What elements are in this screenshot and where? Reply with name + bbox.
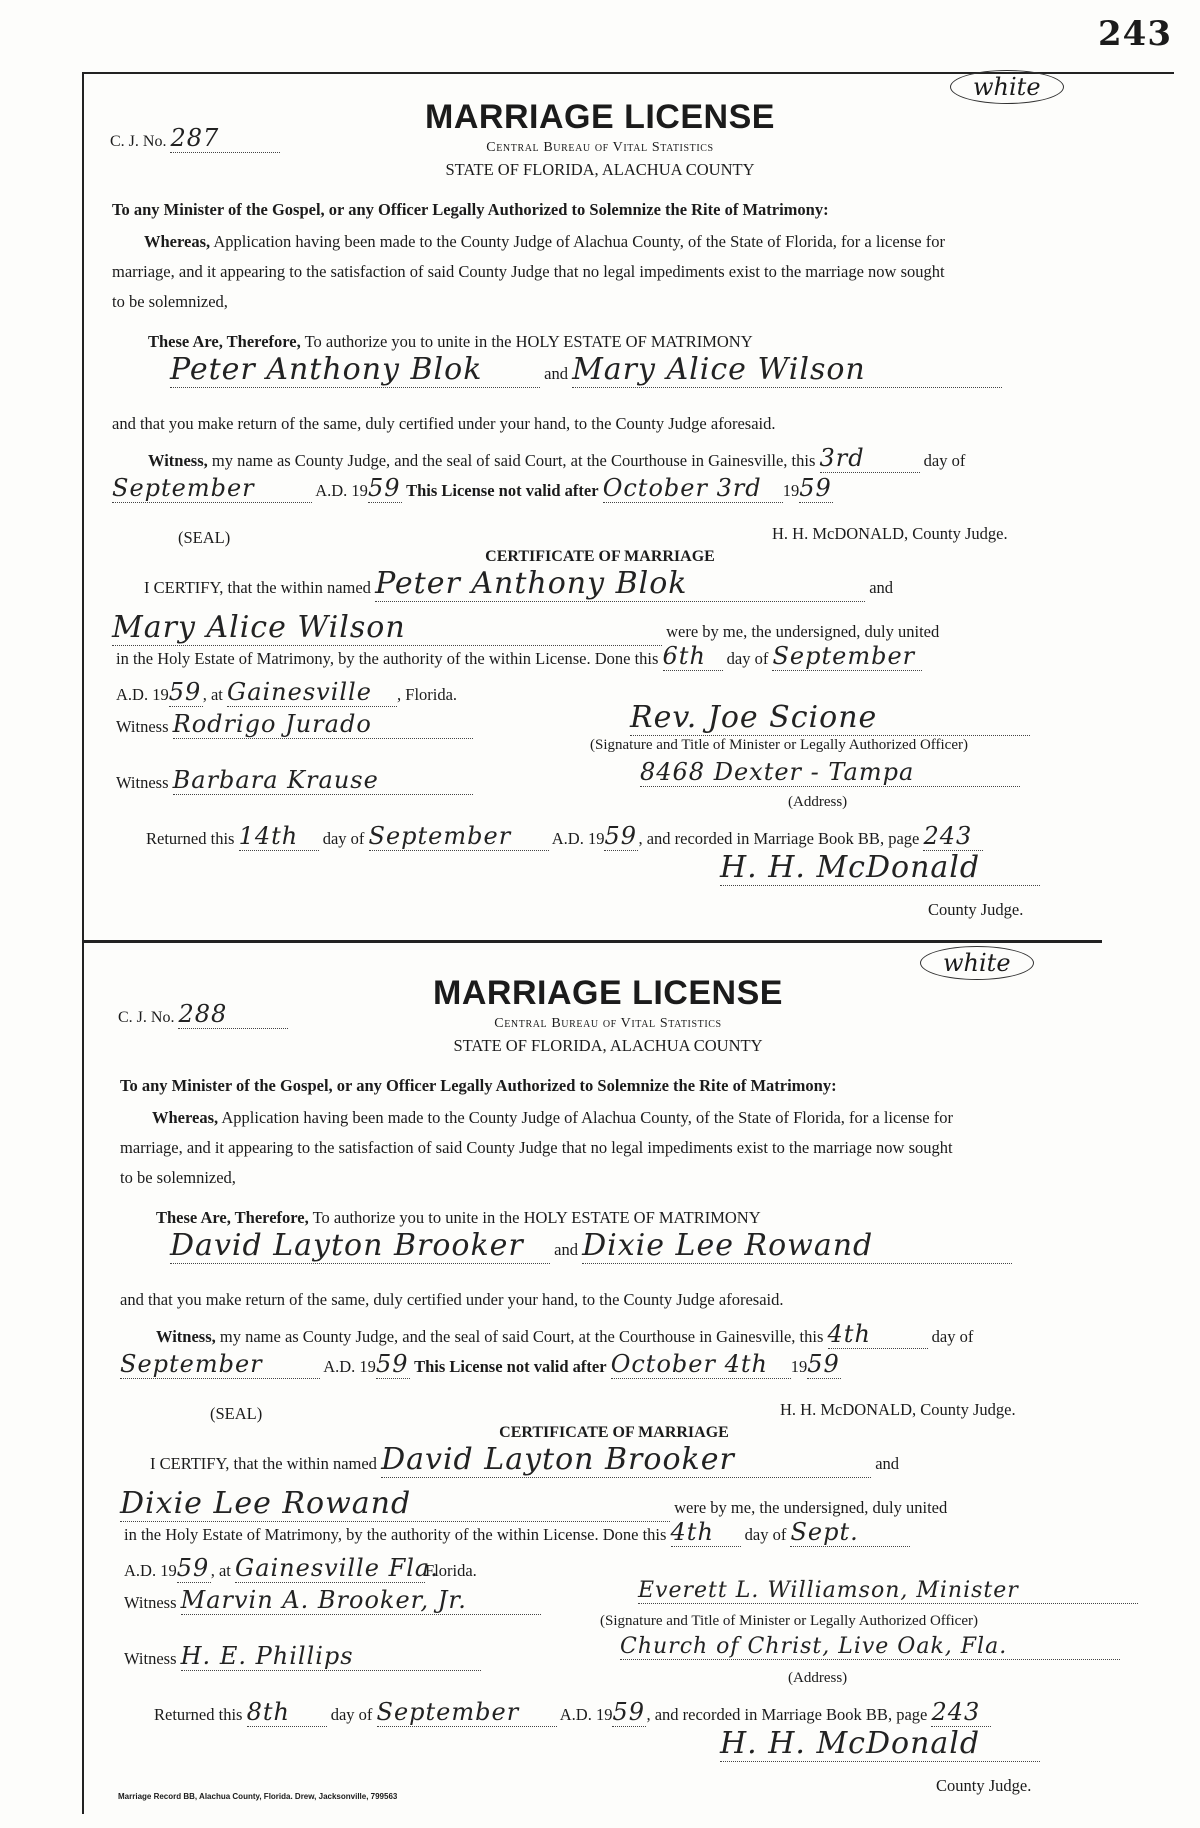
bride-name: Dixie Lee Rowand xyxy=(582,1228,1012,1264)
witness-line xyxy=(156,1320,973,1349)
witness-day: 4th xyxy=(828,1320,928,1349)
whereas-line-1 xyxy=(144,232,945,252)
return-line: and that you make return of the same, duly certified under your hand, to the County Judge aforesaid. xyxy=(112,414,776,433)
cert-groom: David Layton Brooker xyxy=(381,1442,871,1478)
witness2-label: Witness xyxy=(124,1649,177,1668)
ad-19: A.D. 19 xyxy=(124,1561,177,1580)
officer-address-line xyxy=(640,758,1020,787)
seal-label: (SEAL) xyxy=(210,1404,263,1423)
returned-year: 59 xyxy=(612,1698,646,1726)
done-year: 59 xyxy=(176,1554,210,1582)
done-day-of: day of xyxy=(726,649,769,668)
year: 59 xyxy=(367,474,401,502)
groom-name: Peter Anthony Blok xyxy=(170,352,540,388)
month: September xyxy=(120,1350,320,1379)
officer-name: Everett L. Williamson, Minister xyxy=(638,1578,1138,1604)
bureau-line: Central Bureau of Vital Statistics xyxy=(486,140,714,155)
race-note: white xyxy=(950,70,1064,104)
state-line: STATE OF FLORIDA, ALACHUA COUNTY xyxy=(453,1036,763,1055)
form-footer: Marriage Record BB, Alachua County, Florida. Drew, Jacksonville, 799563 xyxy=(118,1792,398,1801)
returned-text: Returned this xyxy=(146,829,235,848)
day-of: day of xyxy=(931,1327,974,1346)
holy-text: in the Holy Estate of Matrimony, by the authority of the within License. Done this xyxy=(124,1525,667,1544)
valid-19: 19 xyxy=(782,481,800,500)
cert-bride-line xyxy=(112,610,939,646)
address-caption: (Address) xyxy=(788,1670,848,1686)
cert-and-word: and xyxy=(869,578,894,597)
judge-name: H. H. McDONALD, County Judge. xyxy=(780,1400,1016,1419)
returned-text: Returned this xyxy=(154,1705,243,1724)
signature-caption: (Signature and Title of Minister or Legally Authorized Officer) xyxy=(590,737,968,753)
state-line: STATE OF FLORIDA, ALACHUA COUNTY xyxy=(445,160,755,179)
judge-signature-line xyxy=(720,850,1040,886)
whereas-label: Whereas, xyxy=(152,1108,219,1127)
returned-day: 14th xyxy=(239,822,319,851)
returned-line xyxy=(154,1698,991,1727)
not-valid-label: This License not valid after xyxy=(414,1357,607,1376)
valid-year: 59 xyxy=(799,474,832,502)
holy-text: in the Holy Estate of Matrimony, by the authority of the within License. Done this xyxy=(116,649,659,668)
certificate-title: CERTIFICATE OF MARRIAGE xyxy=(499,1424,729,1441)
marriage-license-287 xyxy=(100,73,1100,952)
these-are-label: These Are, Therefore, xyxy=(148,332,301,351)
witness1-label: Witness xyxy=(124,1593,177,1612)
done-month: September xyxy=(772,642,922,671)
these-are-line xyxy=(148,332,753,352)
address-caption: (Address) xyxy=(788,794,848,810)
holy-estate-line xyxy=(124,1518,910,1547)
cj-number: 288 xyxy=(178,1000,288,1029)
recorded-page: 243 xyxy=(931,1698,991,1727)
license-title: MARRIAGE LICENSE xyxy=(425,98,775,136)
not-valid-label: This License not valid after xyxy=(406,481,599,500)
year: 59 xyxy=(375,1350,409,1378)
witness2-name: H. E. Phillips xyxy=(181,1642,481,1671)
done-day: 6th xyxy=(663,642,723,671)
cert-bride: Dixie Lee Rowand xyxy=(120,1486,670,1522)
address-line: To any Minister of the Gospel, or any Officer Legally Authorized to Solemnize the Rite of Matrimony: xyxy=(112,200,829,219)
bureau-line: Central Bureau of Vital Statistics xyxy=(494,1016,722,1031)
whereas-line-2: marriage, and it appearing to the satisfaction of said County Judge that no legal impediments exist to the marriage now sought xyxy=(112,262,945,281)
judge-signature: H. H. McDonald xyxy=(720,850,1040,886)
valid-year: 59 xyxy=(807,1350,840,1378)
witness-text: my name as County Judge, and the seal of said Court, at the Courthouse in Gainesville, this xyxy=(219,1327,824,1346)
valid-19: 19 xyxy=(790,1357,808,1376)
officer-signature xyxy=(630,700,1030,736)
recorded-page: 243 xyxy=(923,822,983,851)
cert-bride-line xyxy=(120,1486,947,1522)
parties-line xyxy=(170,352,1002,388)
these-are-text: To authorize you to unite in the HOLY ESTATE OF MATRIMONY xyxy=(312,1208,761,1227)
witness-text: my name as County Judge, and the seal of said Court, at the Courthouse in Gainesville, this xyxy=(211,451,816,470)
page-number: 243 xyxy=(1098,14,1172,54)
returned-day-of: day of xyxy=(330,1705,373,1724)
race-note: white xyxy=(920,946,1034,980)
judge-name: H. H. McDONALD, County Judge. xyxy=(772,524,1008,543)
witness-label: Witness, xyxy=(148,451,208,470)
cert-and-word: and xyxy=(875,1454,900,1473)
cj-label: C. J. No. xyxy=(118,1009,175,1026)
returned-line xyxy=(146,822,983,851)
done-month: Sept. xyxy=(790,1518,910,1547)
witness-line xyxy=(148,444,965,473)
at-text: , at xyxy=(202,685,223,704)
whereas-line-2: marriage, and it appearing to the satisfaction of said County Judge that no legal impediments exist to the marriage now sought xyxy=(120,1138,953,1157)
officer-address-line xyxy=(620,1634,1120,1660)
florida-text: Florida. xyxy=(425,1561,477,1580)
ad-text: A.D. 19 xyxy=(315,481,368,500)
place-line xyxy=(116,678,457,707)
officer-signature xyxy=(638,1578,1138,1604)
ad-19: A.D. 19 xyxy=(116,685,169,704)
returned-month: September xyxy=(369,822,549,851)
holy-estate-line xyxy=(116,642,922,671)
judge-signature: H. H. McDonald xyxy=(720,1726,1040,1762)
county-judge-label: County Judge. xyxy=(936,1776,1032,1795)
cert-groom: Peter Anthony Blok xyxy=(375,566,865,602)
witness1-line xyxy=(116,710,473,739)
returned-month: September xyxy=(377,1698,557,1727)
witness1-name: Rodrigo Jurado xyxy=(173,710,473,739)
signature-caption: (Signature and Title of Minister or Legally Authorized Officer) xyxy=(600,1613,978,1629)
marriage-license-288 xyxy=(100,949,1100,1828)
officer-address: Church of Christ, Live Oak, Fla. xyxy=(620,1634,1120,1660)
whereas-text-1: Application having been made to the County Judge of Alachua County, of the State of Florida, for a license for xyxy=(221,1108,953,1127)
and-word: and xyxy=(544,364,568,383)
these-are-line xyxy=(156,1208,761,1228)
witness2-line xyxy=(124,1642,481,1671)
ad-text: A.D. 19 xyxy=(323,1357,376,1376)
groom-name: David Layton Brooker xyxy=(170,1228,550,1264)
certify-line xyxy=(150,1442,899,1478)
valid-until: October 3rd xyxy=(603,474,783,503)
cj-label: C. J. No. xyxy=(110,133,167,150)
returned-ad: A.D. 19 xyxy=(559,1705,613,1724)
returned-day-of: day of xyxy=(322,829,365,848)
these-are-text: To authorize you to unite in the HOLY ESTATE OF MATRIMONY xyxy=(304,332,753,351)
and-word: and xyxy=(554,1240,578,1259)
united-text: were by me, the undersigned, duly united xyxy=(666,622,940,641)
whereas-line-3: to be solemnized, xyxy=(112,292,228,311)
done-day-of: day of xyxy=(744,1525,787,1544)
cj-number: 287 xyxy=(170,124,280,153)
witness-day: 3rd xyxy=(820,444,920,473)
witness1-name: Marvin A. Brooker, Jr. xyxy=(181,1586,541,1615)
address-line: To any Minister of the Gospel, or any Officer Legally Authorized to Solemnize the Rite of Matrimony: xyxy=(120,1076,837,1095)
united-text: were by me, the undersigned, duly united xyxy=(674,1498,948,1517)
judge-signature-line xyxy=(720,1726,1040,1762)
place: Gainesville Fla. xyxy=(235,1554,439,1582)
witness2-label: Witness xyxy=(116,773,169,792)
these-are-label: These Are, Therefore, xyxy=(156,1208,309,1227)
at-text: , at xyxy=(210,1561,231,1580)
place-line xyxy=(124,1554,477,1583)
recorded-text: , and recorded in Marriage Book BB, page xyxy=(638,829,920,848)
bride-name: Mary Alice Wilson xyxy=(572,352,1002,388)
cert-bride: Mary Alice Wilson xyxy=(112,610,662,646)
whereas-text-1: Application having been made to the County Judge of Alachua County, of the State of Florida, for a license for xyxy=(213,232,945,251)
witness2-name: Barbara Krause xyxy=(173,766,473,795)
month: September xyxy=(112,474,312,503)
officer-name: Rev. Joe Scione xyxy=(630,700,1030,736)
certify-line xyxy=(144,566,893,602)
returned-day: 8th xyxy=(247,1698,327,1727)
county-judge-label: County Judge. xyxy=(928,900,1024,919)
florida-text: , Florida. xyxy=(397,685,458,704)
certify-text: I CERTIFY, that the within named xyxy=(150,1454,377,1473)
returned-year: 59 xyxy=(604,822,638,850)
seal-label: (SEAL) xyxy=(178,528,231,547)
witness1-line xyxy=(124,1586,541,1615)
done-day: 4th xyxy=(671,1518,741,1547)
recorded-text: , and recorded in Marriage Book BB, page xyxy=(646,1705,928,1724)
license-title: MARRIAGE LICENSE xyxy=(433,974,783,1012)
whereas-line-3: to be solemnized, xyxy=(120,1168,236,1187)
witness-label: Witness, xyxy=(156,1327,216,1346)
whereas-label: Whereas, xyxy=(144,232,211,251)
return-line: and that you make return of the same, duly certified under your hand, to the County Judge aforesaid. xyxy=(120,1290,784,1309)
parties-line xyxy=(170,1228,1012,1264)
valid-until: October 4th xyxy=(611,1350,791,1379)
date-line xyxy=(120,1350,841,1379)
witness2-line xyxy=(116,766,473,795)
witness1-label: Witness xyxy=(116,717,169,736)
returned-ad: A.D. 19 xyxy=(551,829,605,848)
date-line xyxy=(112,474,833,503)
done-year: 59 xyxy=(168,678,202,706)
certify-text: I CERTIFY, that the within named xyxy=(144,578,371,597)
certificate-title: CERTIFICATE OF MARRIAGE xyxy=(485,548,715,565)
place: Gainesville xyxy=(227,678,397,707)
officer-address: 8468 Dexter - Tampa xyxy=(640,758,1020,787)
whereas-line-1 xyxy=(152,1108,953,1128)
day-of: day of xyxy=(923,451,966,470)
